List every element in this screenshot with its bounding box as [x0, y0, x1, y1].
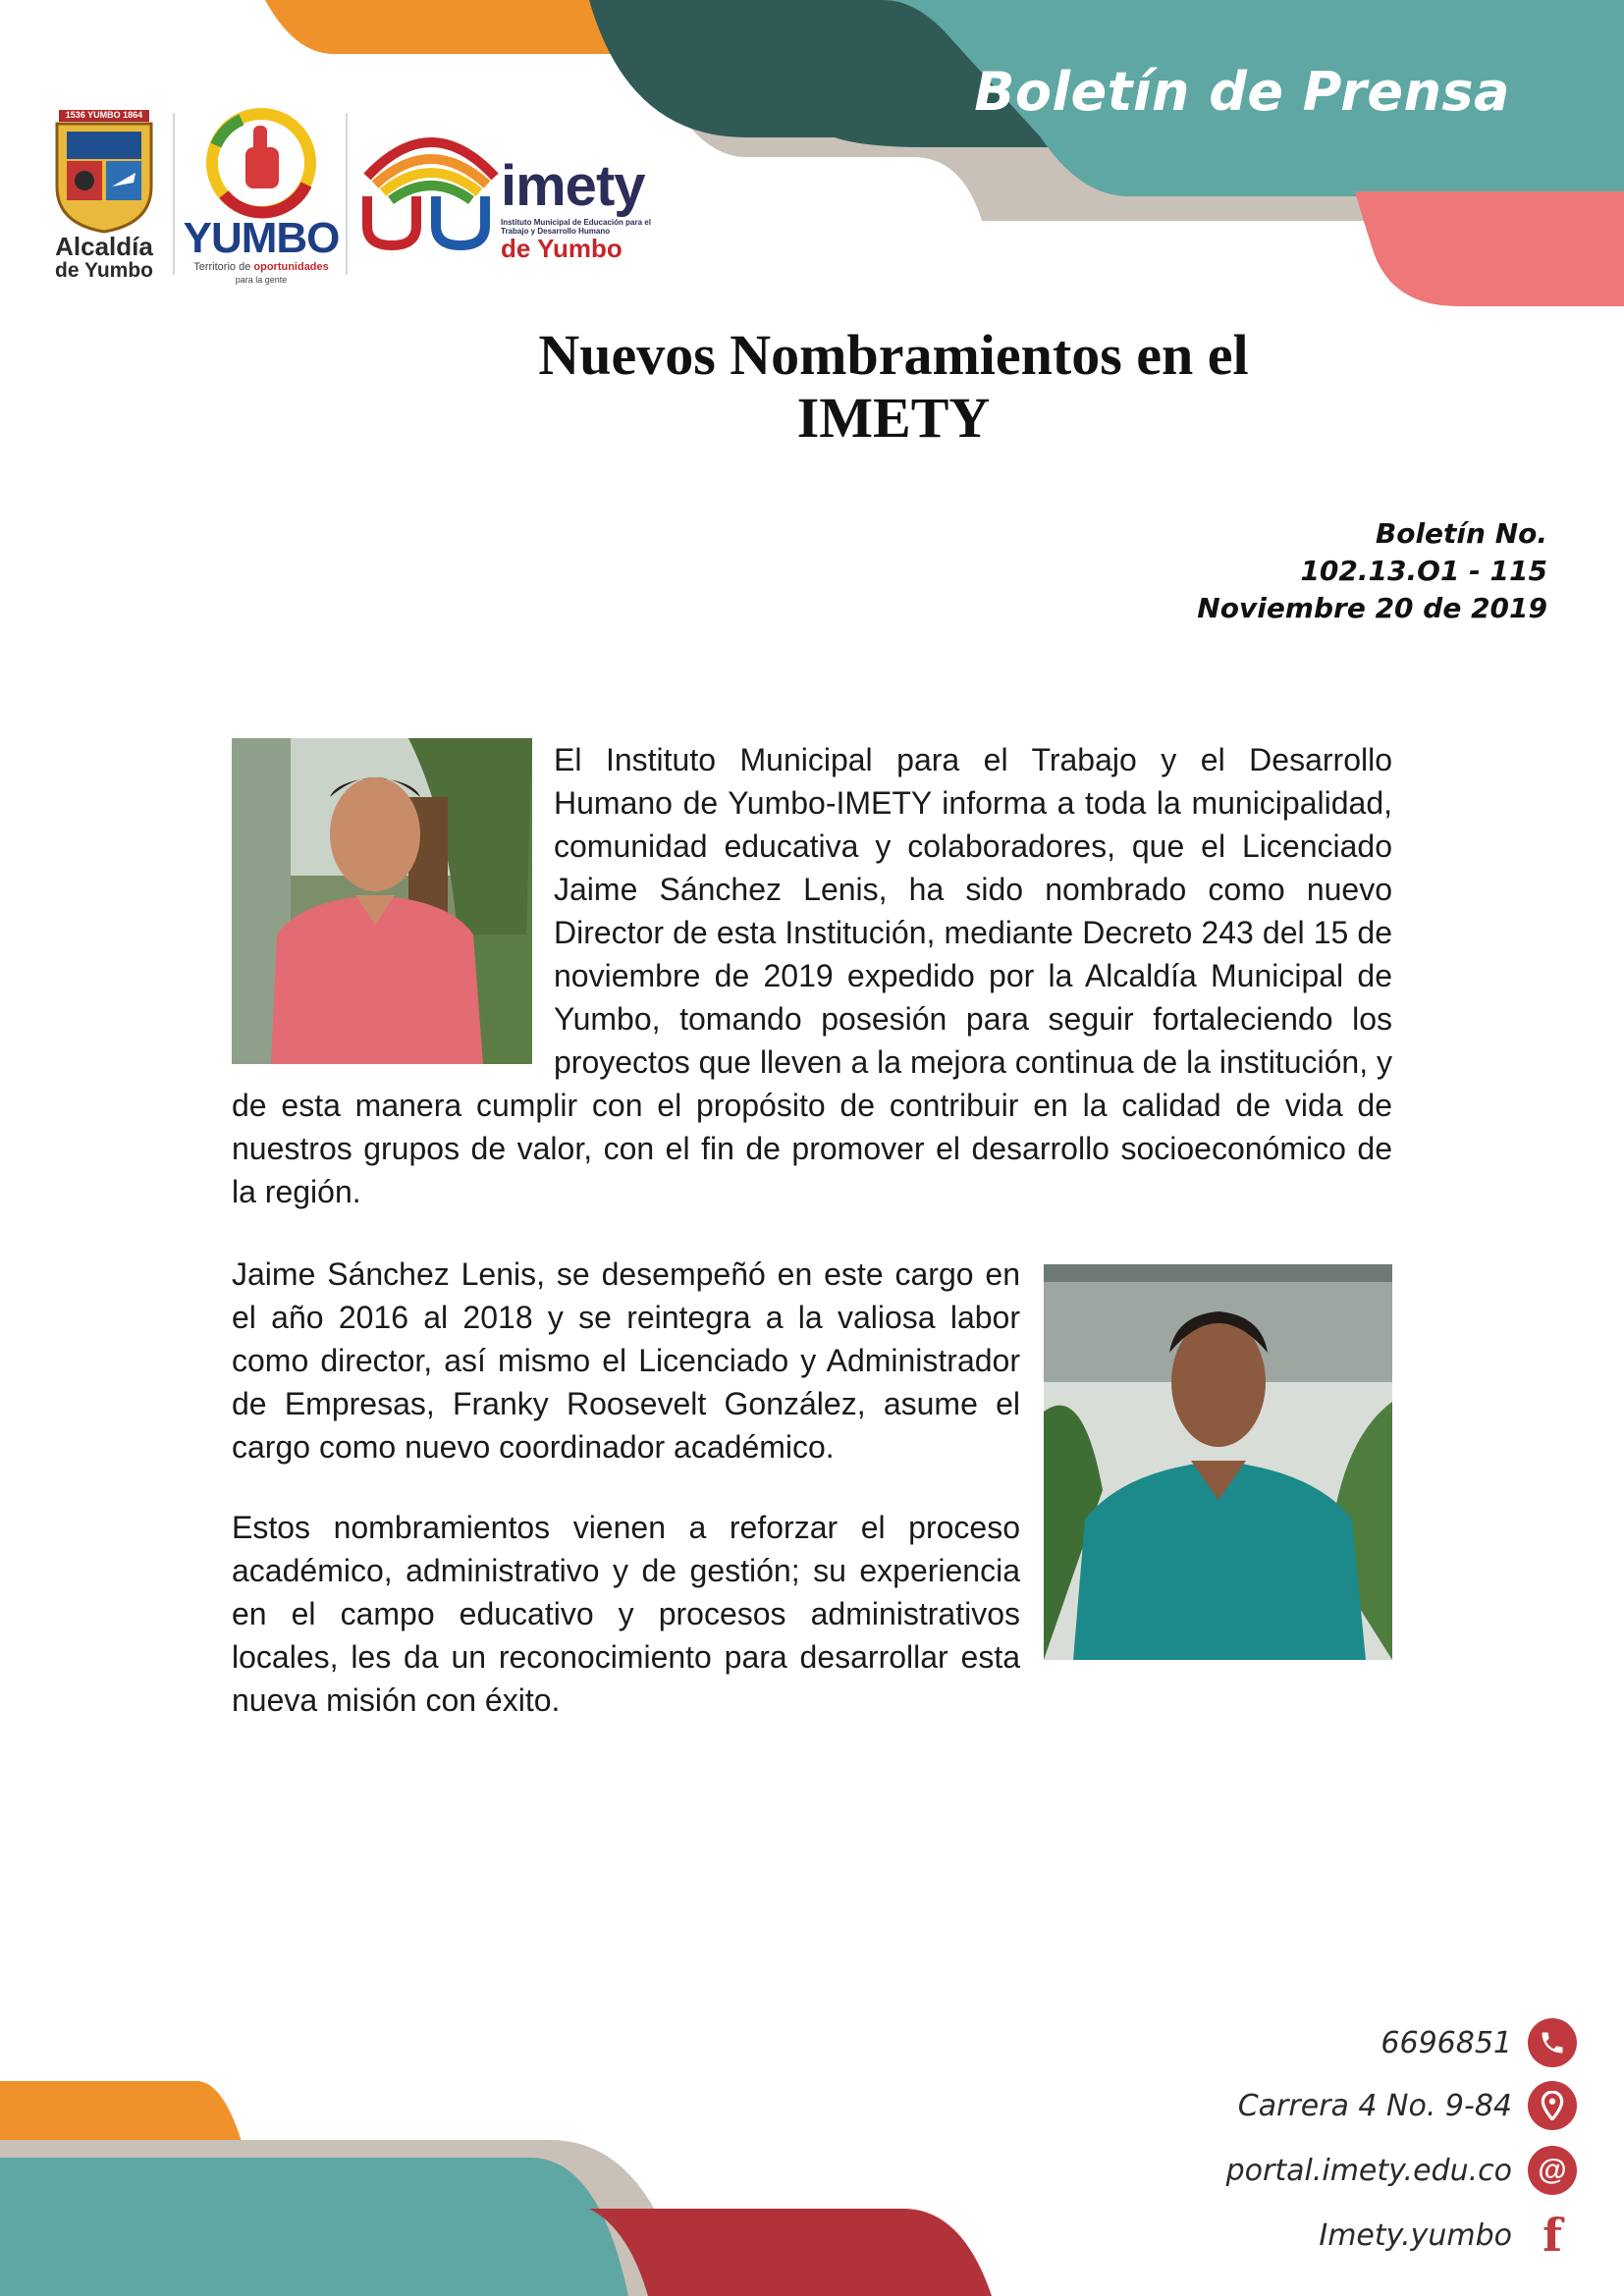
facebook-icon: f	[1543, 2209, 1562, 2262]
article-title-line2: IMETY	[796, 386, 991, 450]
contact-address	[1238, 2081, 1577, 2130]
yumbo-logo	[183, 106, 340, 283]
imety-logo	[357, 128, 672, 265]
location-pin-icon	[1528, 2081, 1577, 2130]
director-photo	[232, 738, 532, 1064]
bulletin-number: 102.13.O1 - 115	[1300, 555, 1547, 587]
imety-subtitle: Instituto Municipal de Educación para el Trabajo y Desarrollo Humano	[501, 218, 651, 236]
contact-facebook	[1319, 2211, 1577, 2260]
paragraph-2-block	[232, 1253, 1392, 1722]
article-title	[295, 324, 1492, 450]
phone-text: 6696851	[1380, 2025, 1512, 2060]
paragraph-1-text: El Instituto Municipal para el Trabajo y el Desarrollo Humano de Yumbo-IMETY informa a toda la municipalidad, comunidad educativa y colaboradores, que el Licenciado Jaime Sánchez Lenis, ha sido nombrado como nuevo Director de esta Institución, mediante Decreto 243 del 15 de noviembre de 2019 expedido por la Alcaldía Municipal de Yumbo, tomando posesión para seguir fortaleciendo los proyectos que lleven a la mejora continua de la institución, y de esta manera cumplir con el propósito de contribuir en la calidad de vida de nuestros grupos de valor, con el fin de promover el desarrollo socioeconómico de la región.	[232, 742, 1392, 1209]
alcaldia-seal-label: 1536 YUMBO 1864	[65, 110, 143, 120]
thumbs-up-icon	[183, 106, 340, 224]
website-text[interactable]: portal.imety.edu.co	[1225, 2153, 1512, 2188]
bulletin-label: Boletín No.	[1375, 517, 1547, 550]
footer-teal-band	[0, 2158, 628, 2296]
yumbo-name: YUMBO	[183, 214, 340, 262]
email-at-icon: @	[1528, 2146, 1577, 2195]
facebook-text[interactable]: Imety.yumbo	[1319, 2217, 1512, 2253]
paragraph-2-text: Jaime Sánchez Lenis, se desempeñó en este cargo en el año 2016 al 2018 y se reintegra a la valiosa labor como director, así mismo el Licenciado y Administrador de Empresas, Franky Roosevelt González, asume el cargo como nuevo coordinador académico.	[232, 1256, 1020, 1465]
bulletin-date: Noviembre 20 de 2019	[1197, 592, 1547, 624]
alcaldia-logo	[51, 108, 157, 281]
paragraph-3-text: Estos nombramientos vienen a reforzar el proceso académico, administrativo y de gestión; su experiencia en el campo educativo y procesos administrativos locales, les da un reconocimiento para desarrollar esta nueva misión con éxito.	[232, 1510, 1020, 1718]
alcaldia-line2: de Yumbo	[55, 259, 153, 282]
alcaldia-line1: Alcaldía	[55, 232, 153, 261]
article-title-line1: Nuevos Nombramientos en el	[538, 323, 1249, 387]
phone-icon	[1528, 2018, 1577, 2067]
imety-name: imety	[501, 154, 645, 218]
address-text: Carrera 4 No. 9-84	[1237, 2088, 1512, 2123]
yumbo-tagline-c: para la gente	[235, 275, 288, 285]
contact-phone	[1380, 2018, 1577, 2067]
bulletin-reference	[1197, 515, 1547, 627]
alcaldia-seal-icon	[51, 108, 157, 234]
logo-divider-1	[173, 113, 175, 275]
yumbo-tagline-a: Territorio de	[193, 261, 254, 273]
coordinator-photo	[1044, 1264, 1392, 1660]
header-pink-band	[1355, 191, 1624, 306]
imety-emblem-icon	[357, 128, 505, 255]
footer-red-band	[589, 2209, 992, 2296]
contact-website	[1226, 2146, 1577, 2195]
yumbo-tagline-b: oportunidades	[253, 261, 329, 273]
paragraph-1-block	[232, 738, 1392, 1213]
header-title: Boletín de Prensa	[974, 61, 1510, 123]
logo-divider-2	[346, 113, 348, 275]
imety-city: de Yumbo	[501, 234, 623, 263]
yumbo-tagline	[183, 261, 340, 273]
